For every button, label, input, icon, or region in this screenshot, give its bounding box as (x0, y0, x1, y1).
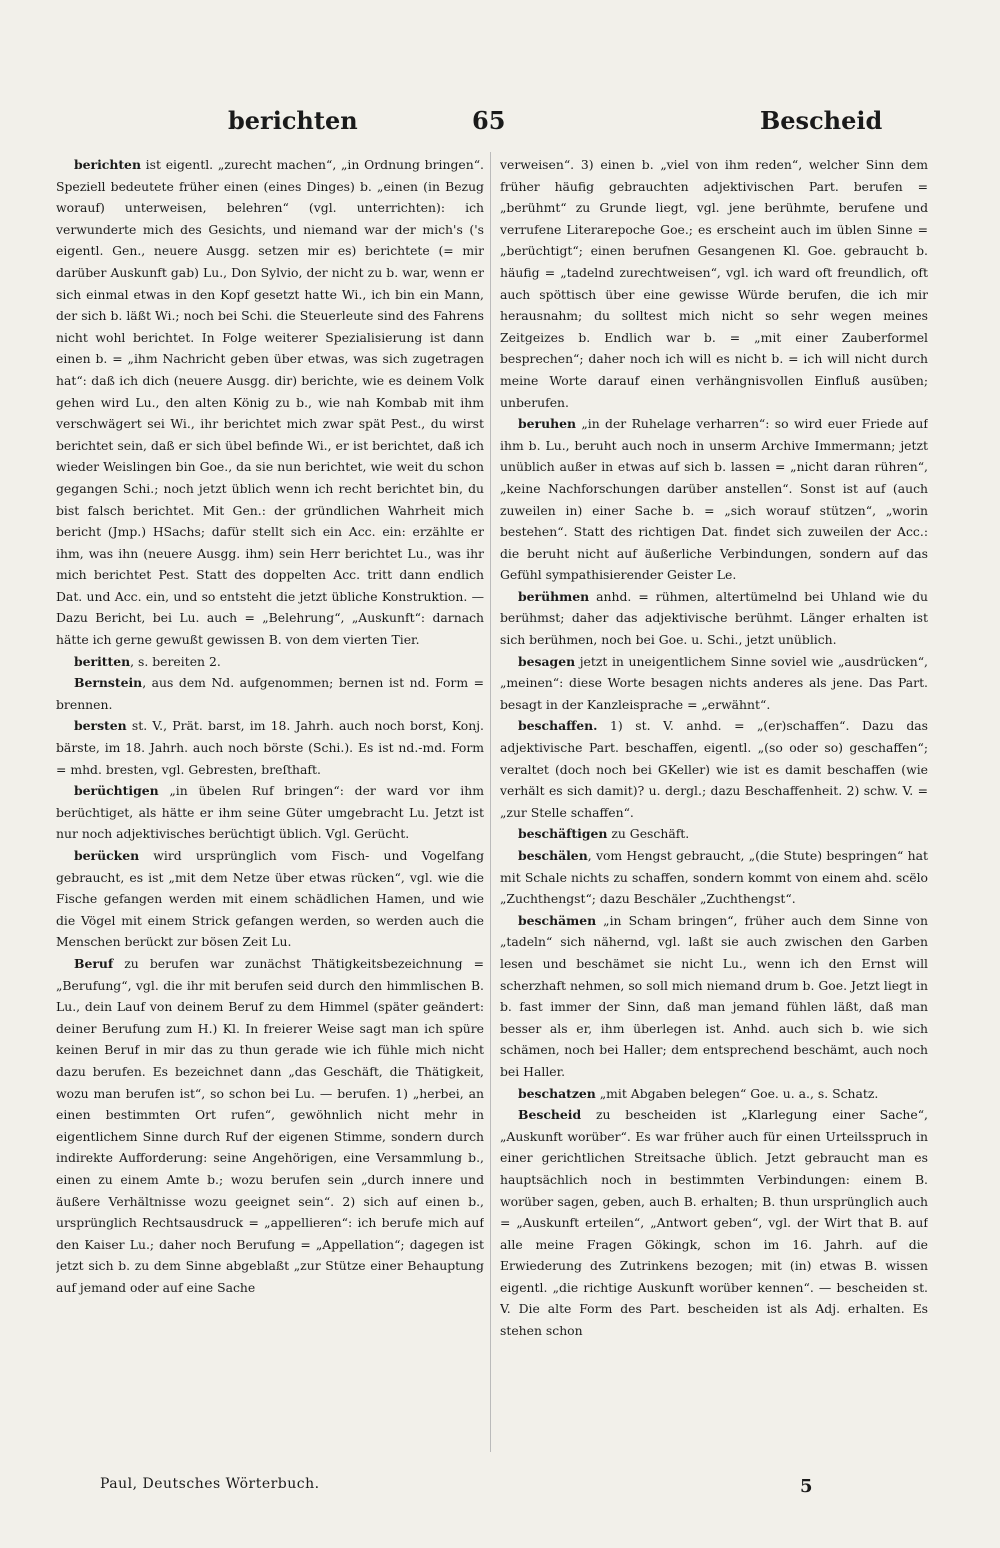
dictionary-entry (500, 823, 928, 845)
entry-headword: bersten (74, 718, 127, 734)
entry-headword: beschäftigen (518, 826, 608, 842)
dictionary-entry (500, 910, 928, 1083)
entry-text: wird ursprünglich vom Fisch- und Vogelfang gebraucht, es ist „mit dem Netze über etwas rücken“, vgl. wie die Fische gefangen werden mit einem schädlichen Hamen, und wie die Vögel mit einem Strick gefangen werden, so werden auch die Menschen berückt zur bösen Zeit Lu. (56, 848, 484, 950)
entry-headword: berichten (74, 157, 141, 172)
entry-text: zu Geschäft. (607, 826, 690, 842)
dictionary-entry (56, 953, 484, 1299)
entry-headword: beschämen (518, 912, 597, 928)
dictionary-entry (56, 651, 484, 673)
entry-text: „in Scham bringen“, früher auch dem Sinne von „tadeln“ sich nähernd, vgl. laßt sie auch zwischen den Garben lesen und beschämet sie nicht Lu., wenn ich den Ernst will scherzhaft nehmen, so soll mich niemand drum b. Goe. Jetzt liegt in b. fast immer der Sinn, daß man jemand fühlen läßt, daß man besser als er, ihm überlegen ist. Anhd. auch sich b. wie sich schämen, noch bei Haller; dem entsprechend beschämt, auch noch bei Haller. (500, 912, 928, 1079)
dictionary-entry (500, 586, 928, 651)
dictionary-entry (500, 1083, 928, 1105)
page-header (0, 106, 1000, 146)
entry-text: zu bescheiden ist „Klarlegung einer Sache“, „Auskunft worüber“. Es war früher auch für einen Urteilsspruch in einer gerichtlichen Streitsache üblich. Jetzt gebraucht man es hauptsächlich noch in bestimmten Verbindungen: einem B. worüber sagen, geben, auch B. erhalten; B. thun ursprünglich auch = „Auskunft erteilen“, „Antwort geben“, vgl. der Wirt that B. auf alle meine Fragen Gökingk, schon im 16. Jahrh. auf die Erwiederung des Zutrinkens bezogen; mit (in) etwas B. wissen eigentl. „die richtige Auskunft worüber kennen“. — bescheiden st. V. Die alte Form des Part. bescheiden ist als Adj. erhalten. Es stehen schon (500, 1107, 928, 1339)
page-footer (0, 1476, 1000, 1506)
left-column (56, 154, 484, 1474)
entry-text: 1) st. V. anhd. = „(er)schaffen“. Dazu das adjektivische Part. beschaffen, eigentl. „(so oder so) geschaffen“; veraltet (doch noch bei GKeller) wie ist es damit beschaffen (wie verhält es sich damit)? u. dergl.; dazu Beschaffenheit. 2) schw. V. = „zur Stelle schaffen“. (500, 718, 928, 820)
entry-text: „in übelen Ruf bringen“: der ward vor ihm berüchtiget, als hätte er ihm seine Güter umgebracht Lu. Jetzt ist nur noch adjektivisches berüchtigt üblich. Vgl. Gerücht. (56, 783, 484, 842)
entry-headword: Bescheid (518, 1107, 582, 1123)
entry-text: „in der Ruhelage verharren“: so wird euer Friede auf ihm b. Lu., beruht auch noch in unserm Archive Immermann; jetzt unüblich außer in etwas auf sich b. lassen = „nicht daran rühren“, „keine Nachforschungen darüber anstellen“. Sonst ist auf (auch zuweilen in) einer Sache b. = „sich worauf stützen“, „worin bestehen“. Statt des richtigen Dat. findet sich zuweilen der Acc.: die beruht nicht auf äußerliche Verbindungen, sondern auf das Gefühl sympathisierender Geister Le. (500, 416, 928, 583)
entry-text: jetzt in uneigentlichem Sinne soviel wie „ausdrücken“, „meinen“: diese Worte besagen nichts anderes als jene. Das Part. besagt in der Kanzleisprache = „erwähnt“. (500, 653, 928, 712)
dictionary-entry (56, 154, 484, 651)
dictionary-entry (56, 845, 484, 953)
entry-text: , vom Hengst gebraucht, „(die Stute) bespringen“ hat mit Schale nichts zu schaffen, sondern kommt von einem ahd. scëlo „Zuchthengst“; dazu Beschäler „Zuchthengst“. (500, 848, 928, 907)
entry-text: zu berufen war zunächst Thätigkeitsbezeichnung = „Berufung“, vgl. die ihr mit berufen seid durch den himmlischen B. Lu., dein Lauf von deinem Beruf zu dem Himmel (später geändert: deiner Berufung zum H.) Kl. In freierer Weise sagt man ich spüre keinen Beruf in mir das zu thun gerade wie ich fühle mich nicht dazu berufen. Es bezeichnet dann „das Geschäft, die Thätigkeit, wozu man berufen ist“, so schon bei Lu. — berufen. 1) „herbei, an einen bestimmten Ort rufen“, gewöhnlich nicht mehr in eigentlichem Sinne durch Ruf der eigenen Stimme, sondern durch indirekte Aufforderung: seine Angehörigen, eine Versammlung b., einen zu einem Amte b.; wozu berufen sein „durch innere und äußere Verhältnisse wozu geeignet sein“. 2) sich auf einen b., ursprünglich Rechtsausdruck = „appellieren“: ich berufe mich auf den Kaiser Lu.; daher noch Berufung = „Appellation“; dagegen ist jetzt sich b. zu dem Sinne abgeblaßt „zur Stütze einer Behauptung auf jemand oder auf eine Sache (56, 955, 484, 1295)
header-right-catchword: Bescheid (760, 106, 883, 135)
entry-text: , s. bereiten 2. (130, 653, 221, 669)
footer-sheet-number: 5 (800, 1476, 813, 1497)
entry-headword: beritten (74, 653, 131, 669)
entry-headword: berühmen (518, 588, 590, 604)
entry-text: st. V., Prät. barst, im 18. Jahrh. auch noch borst, Konj. bärste, im 18. Jahrh. auch noch börste (Schi.). Es ist nd.-md. Form = mhd. bresten, vgl. Gebresten, breſthaft. (56, 718, 484, 777)
entry-text: verweisen“. 3) einen b. „viel von ihm reden“, welcher Sinn dem früher häufig gebrauchten adjektivischen Part. berufen = „berühmt“ zu Grunde liegt, vgl. jene berühmte, berufene und verrufene Literarepoche Goe.; es erscheint auch im üblen Sinne = „berüchtigt“; einen berufnen Gesangenen Kl. Goe. gebraucht b. häufig = „tadelnd zurechtweisen“, vgl. ich ward oft freundlich, oft auch spöttisch über eine gewisse Würde berufen, die ich mir herausnahm; du solltest mich nicht so sehr wegen meines Zeitgeizes b. Endlich war b. = „mit einer Zauberformel besprechen“; daher noch ich will es nicht b. = ich will nicht durch meine Worte darauf einen verhängnisvollen Einfluß ausüben; unberufen. (500, 157, 928, 410)
entry-headword: beschälen (518, 848, 588, 863)
dictionary-entry (500, 154, 928, 413)
dictionary-entry (500, 413, 928, 586)
header-left-catchword: berichten (228, 106, 358, 135)
dictionary-entry (500, 651, 928, 716)
entry-headword: beruhen (518, 416, 576, 432)
dictionary-entry (500, 715, 928, 823)
right-column (500, 154, 928, 1474)
entry-headword: beschaffen. (518, 718, 598, 734)
entry-headword: beschatzen (518, 1085, 596, 1101)
entry-headword: berüchtigen (74, 783, 159, 799)
entry-text: anhd. = rühmen, altertümelnd bei Uhland wie du berühmst; daher das adjektivische berühmt. Länger erhalten ist sich berühmen, noch bei Goe. u. Schi., jetzt unüblich. (500, 588, 928, 648)
entry-text: , aus dem Nd. aufgenommen; bernen ist nd. Form = brennen. (56, 675, 484, 712)
page-number: 65 (472, 106, 506, 135)
entry-headword: besagen (518, 653, 576, 669)
entry-text: „mit Abgaben belegen“ Goe. u. a., s. Schatz. (595, 1085, 879, 1101)
dictionary-entry (56, 715, 484, 780)
dictionary-entry (56, 780, 484, 845)
entry-headword: Bernstein (74, 675, 143, 691)
entry-text: ist eigentl. „zurecht machen“, „in Ordnung bringen“. Speziell bedeutete früher einen (eines Dinges) b. „einen (in Bezug worauf) unterweisen, belehren“ (vgl. unterrichten): ich verwunderte mich des Gesichts, und niemand war der mich's ('s eigentl. Gen., neuere Ausgg. setzen mir es) berichtete (= mir darüber Auskunft gab) Lu., Don Sylvio, der nicht zu b. war, wenn er sich einmal etwas in den Kopf gesetzt hatte Wi., ich bin ein Mann, der sich b. läßt Wi.; noch bei Schi. die Steuerleute sind des Fahrens nicht wohl berichtet. In Folge weiterer Spezialisierung ist dann einen b. = „ihm Nachricht geben über etwas, was sich zugetragen hat“: daß ich dich (neuere Ausgg. dir) berichte, wie es deinem Volk gehen wird Lu., den alten König zu b., wie nah Kombab mit ihm verschwägert sei Wi., ihr berichtet mich zwar spät Pest., du wirst berichtet sein, daß er sich übel befinde Wi., er ist berichtet, daß ich wieder Weislingen bin Goe., da sie nun berichtet, wie weit du schon gegangen Schi.; noch jetzt üblich wenn ich recht berichtet bin, du bist falsch berichtet. Mit Gen.: der gründlichen Wahrheit mich bericht (Jmp.) HSachs; dafür stellt sich ein Acc. ein: erzählte er ihm, was ihn (neuere Ausgg. ihm) sein Herr berichtet Lu., was ihr mich berichtet Pest. Statt des doppelten Acc. tritt dann endlich Dat. und Acc. ein, und so entsteht die jetzt übliche Konstruktion. — Dazu Bericht, bei Lu. auch = „Belehrung“, „Auskunft“: darnach hätte ich gerne gewußt gewissen B. von dem vierten Tier. (56, 157, 484, 648)
dictionary-entry (500, 845, 928, 910)
column-divider (490, 152, 491, 1452)
footer-title: Paul, Deutsches Wörterbuch. (100, 1476, 320, 1492)
dictionary-entry (500, 1104, 928, 1342)
entry-headword: Beruf (74, 955, 114, 971)
dictionary-entry (56, 672, 484, 715)
entry-headword: berücken (74, 848, 140, 863)
